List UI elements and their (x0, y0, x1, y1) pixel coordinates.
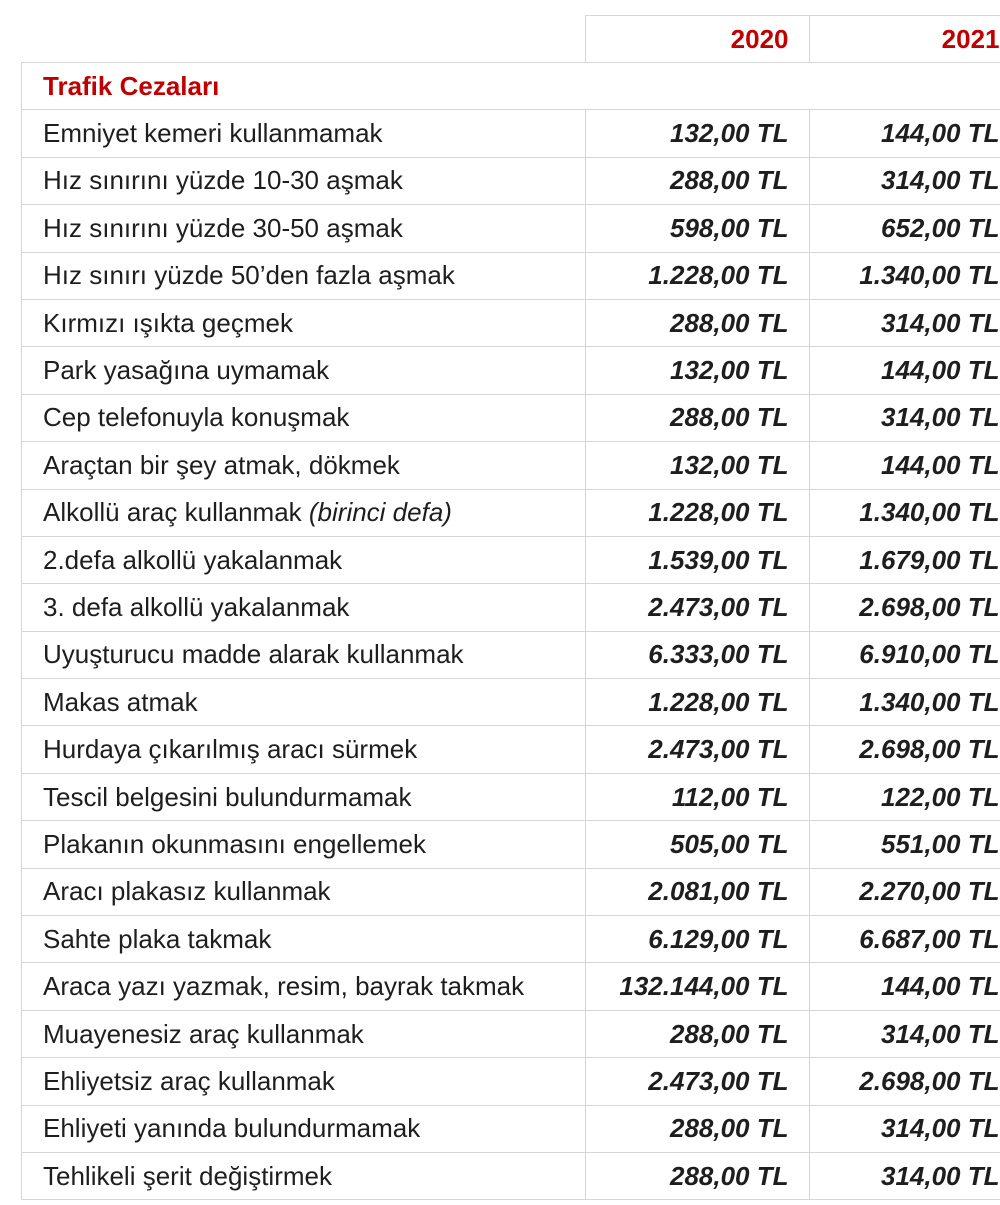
fine-label: Hız sınırı yüzde 50’den fazla aşmak (43, 260, 455, 291)
fine-label-cell (22, 252, 586, 299)
fine-label: Sahte plaka takmak (43, 923, 272, 954)
fine-amount-2021: 6.687,00 TL (809, 916, 1000, 963)
fine-label: Uyuşturucu madde alarak kullanmak (43, 639, 464, 670)
fine-label: Tescil belgesini bulundurmamak (43, 781, 412, 812)
fine-label: Makas atmak (43, 686, 198, 717)
table-row (22, 157, 1000, 204)
table-row (22, 1058, 1000, 1105)
fine-note: (birinci defa) (308, 497, 452, 528)
table-row (22, 868, 1000, 915)
fine-label-cell (22, 536, 586, 583)
header-blank-cell (22, 16, 586, 63)
fine-amount-2020: 288,00 TL (585, 299, 809, 346)
table-row (22, 442, 1000, 489)
fine-label: Hız sınırını yüzde 10-30 aşmak (43, 165, 403, 196)
fine-amount-2020: 2.473,00 TL (585, 1058, 809, 1105)
fine-label: Ehliyeti yanında bulundurmamak (43, 1113, 421, 1144)
fine-label-cell (22, 916, 586, 963)
fine-amount-2021: 144,00 TL (809, 963, 1000, 1010)
table-row (22, 1152, 1000, 1199)
year-header-row (22, 16, 1000, 63)
fine-amount-2021: 314,00 TL (809, 157, 1000, 204)
table-row (22, 631, 1000, 678)
fine-amount-2020: 132,00 TL (585, 442, 809, 489)
fine-label: Plakanın okunmasını engellemek (43, 828, 427, 859)
fine-label: Emniyet kemeri kullanmamak (43, 118, 383, 149)
fine-label-cell (22, 489, 586, 536)
table-row (22, 1010, 1000, 1057)
fine-amount-2021: 314,00 TL (809, 299, 1000, 346)
table-row (22, 584, 1000, 631)
fine-label-cell (22, 868, 586, 915)
fine-label-cell (22, 963, 586, 1010)
table-row (22, 963, 1000, 1010)
fine-amount-2021: 2.698,00 TL (809, 1058, 1000, 1105)
fine-amount-2020: 1.539,00 TL (585, 536, 809, 583)
fine-amount-2021: 1.340,00 TL (809, 252, 1000, 299)
section-title: Trafik Cezaları (22, 63, 1000, 110)
table-row (22, 726, 1000, 773)
fine-amount-2020: 1.228,00 TL (585, 679, 809, 726)
table-row (22, 394, 1000, 441)
fine-label: Kırmızı ışıkta geçmek (43, 307, 293, 338)
fine-label: Tehlikeli şerit değiştirmek (43, 1160, 332, 1191)
fines-table-body (22, 16, 1000, 1200)
year-header-2020: 2020 (585, 16, 809, 63)
table-row (22, 489, 1000, 536)
fine-amount-2021: 2.698,00 TL (809, 584, 1000, 631)
fine-label-cell (22, 726, 586, 773)
fine-label-cell (22, 347, 586, 394)
fine-amount-2020: 6.333,00 TL (585, 631, 809, 678)
fine-amount-2020: 288,00 TL (585, 394, 809, 441)
fine-label-cell (22, 110, 586, 157)
table-row (22, 110, 1000, 157)
fine-amount-2021: 1.340,00 TL (809, 489, 1000, 536)
fine-amount-2021: 652,00 TL (809, 205, 1000, 252)
fine-amount-2020: 132,00 TL (585, 347, 809, 394)
fine-label: Alkollü araç kullanmak (43, 497, 309, 528)
fine-label: Aracı plakasız kullanmak (43, 876, 331, 907)
fine-amount-2020: 132.144,00 TL (585, 963, 809, 1010)
fine-amount-2021: 144,00 TL (809, 442, 1000, 489)
fine-amount-2021: 6.910,00 TL (809, 631, 1000, 678)
fine-amount-2021: 551,00 TL (809, 821, 1000, 868)
fine-label: Hurdaya çıkarılmış aracı sürmek (43, 734, 418, 765)
section-title-row (22, 63, 1000, 110)
fine-amount-2020: 598,00 TL (585, 205, 809, 252)
fine-amount-2021: 314,00 TL (809, 1010, 1000, 1057)
fine-amount-2020: 112,00 TL (585, 773, 809, 820)
fine-amount-2020: 1.228,00 TL (585, 489, 809, 536)
table-row (22, 773, 1000, 820)
fine-amount-2020: 505,00 TL (585, 821, 809, 868)
fine-label: Hız sınırını yüzde 30-50 aşmak (43, 212, 403, 243)
table-row (22, 347, 1000, 394)
fine-amount-2020: 288,00 TL (585, 157, 809, 204)
fine-amount-2021: 314,00 TL (809, 1152, 1000, 1199)
year-header-2021: 2021 (809, 16, 1000, 63)
table-row (22, 679, 1000, 726)
table-row (22, 205, 1000, 252)
fine-label-cell (22, 157, 586, 204)
fine-label-cell (22, 299, 586, 346)
fine-amount-2020: 132,00 TL (585, 110, 809, 157)
fine-label: Araçtan bir şey atmak, dökmek (43, 449, 400, 480)
table-row (22, 299, 1000, 346)
fine-amount-2020: 6.129,00 TL (585, 916, 809, 963)
fines-table (21, 15, 1000, 1200)
fine-label-cell (22, 394, 586, 441)
fine-label-cell (22, 442, 586, 489)
fine-amount-2021: 314,00 TL (809, 1105, 1000, 1152)
fine-label-cell (22, 584, 586, 631)
table-row (22, 536, 1000, 583)
fine-label-cell (22, 773, 586, 820)
fine-label: 2.defa alkollü yakalanmak (43, 544, 343, 575)
fine-amount-2021: 1.340,00 TL (809, 679, 1000, 726)
table-row (22, 916, 1000, 963)
fine-label-cell (22, 679, 586, 726)
fine-label-cell (22, 821, 586, 868)
fine-amount-2021: 1.679,00 TL (809, 536, 1000, 583)
fine-label: Park yasağına uymamak (43, 355, 330, 386)
fine-label: Araca yazı yazmak, resim, bayrak takmak (43, 971, 525, 1002)
fine-label: 3. defa alkollü yakalanmak (43, 591, 350, 622)
table-row (22, 821, 1000, 868)
table-row (22, 1105, 1000, 1152)
fine-label-cell (22, 1058, 586, 1105)
fine-amount-2021: 144,00 TL (809, 347, 1000, 394)
fine-label: Ehliyetsiz araç kullanmak (43, 1065, 335, 1096)
fine-amount-2020: 2.081,00 TL (585, 868, 809, 915)
fine-amount-2021: 122,00 TL (809, 773, 1000, 820)
fine-amount-2021: 314,00 TL (809, 394, 1000, 441)
fine-amount-2020: 2.473,00 TL (585, 726, 809, 773)
fine-label: Cep telefonuyla konuşmak (43, 402, 350, 433)
fine-label: Muayenesiz araç kullanmak (43, 1018, 364, 1049)
fine-amount-2021: 144,00 TL (809, 110, 1000, 157)
fine-amount-2020: 2.473,00 TL (585, 584, 809, 631)
fine-label-cell (22, 1010, 586, 1057)
fine-label-cell (22, 205, 586, 252)
fine-label-cell (22, 631, 586, 678)
fine-amount-2020: 288,00 TL (585, 1010, 809, 1057)
fine-amount-2020: 288,00 TL (585, 1152, 809, 1199)
fine-amount-2021: 2.698,00 TL (809, 726, 1000, 773)
fine-label-cell (22, 1105, 586, 1152)
fine-amount-2021: 2.270,00 TL (809, 868, 1000, 915)
table-row (22, 252, 1000, 299)
fine-amount-2020: 1.228,00 TL (585, 252, 809, 299)
fine-label-cell (22, 1152, 586, 1199)
fine-amount-2020: 288,00 TL (585, 1105, 809, 1152)
